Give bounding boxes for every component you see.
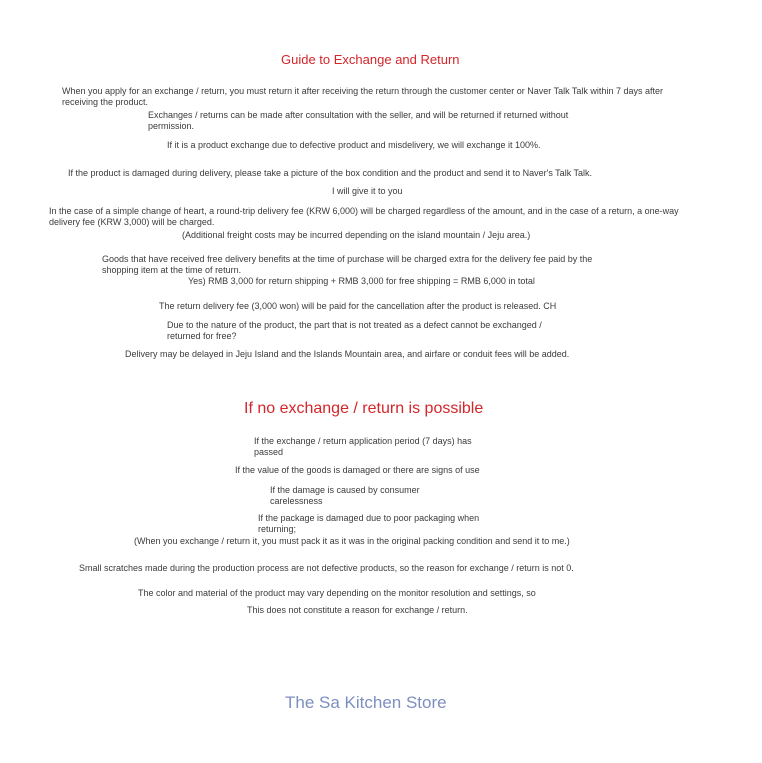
- guide-title: Guide to Exchange and Return: [281, 52, 460, 67]
- guide-line-shipping-example: Yes) RMB 3,000 for return shipping + RMB 3,000 for free shipping = RMB 6,000 in total: [188, 276, 535, 286]
- guide-line-give-it: I will give it to you: [332, 186, 403, 196]
- no-return-item-pack-original: (When you exchange / return it, you must pack it as it was in the original packing condition and send it to me.): [134, 536, 570, 546]
- no-return-item-period: If the exchange / return application period (7 days) has passed: [254, 436, 472, 457]
- no-return-title: If no exchange / return is possible: [244, 400, 484, 417]
- guide-line-damaged-delivery: If the product is damaged during delivery, please take a picture of the box condition and the product and send it to Naver's Talk Talk.: [68, 168, 593, 178]
- guide-line-product-nature: Due to the nature of the product, the part that is not treated as a defect cannot be exchanged / returned for free?: [167, 320, 542, 341]
- no-return-item-not-reason: This does not constitute a reason for exchange / return.: [247, 605, 468, 615]
- guide-line-return-window: When you apply for an exchange / return, you must return it after receiving the return through the customer center or Naver Talk Talk within 7 days after receiving the product.: [62, 86, 663, 107]
- no-return-item-poor-packaging: If the package is damaged due to poor packaging when returning;: [258, 513, 480, 534]
- guide-line-change-of-heart: In the case of a simple change of heart, a round-trip delivery fee (KRW 6,000) will be charged regardless of the amount, and in the case of a return, a one-way delivery fee (KRW 3,000) will be charged.: [49, 206, 679, 227]
- no-return-item-scratches: Small scratches made during the production process are not defective products, so the reason for exchange / return is not 0.: [79, 563, 574, 573]
- guide-line-free-delivery-benefit: Goods that have received free delivery benefits at the time of purchase will be charged extra for the delivery fee paid by the shopping item at the time of return.: [102, 254, 593, 275]
- store-name: The Sa Kitchen Store: [285, 693, 447, 712]
- no-return-item-carelessness: If the damage is caused by consumer carelessness: [270, 485, 420, 506]
- guide-line-additional-freight: (Additional freight costs may be incurred depending on the island mountain / Jeju area.): [182, 230, 531, 240]
- guide-line-return-fee: The return delivery fee (3,000 won) will be paid for the cancellation after the product is released. CH: [159, 301, 557, 311]
- guide-line-defective-exchange: If it is a product exchange due to defective product and misdelivery, we will exchange it 100%.: [167, 140, 541, 150]
- guide-line-consultation: Exchanges / returns can be made after consultation with the seller, and will be returned if returned without permission.: [148, 110, 569, 131]
- guide-line-delivery-delay: Delivery may be delayed in Jeju Island and the Islands Mountain area, and airfare or conduit fees will be added.: [125, 349, 570, 359]
- no-return-item-damaged-goods: If the value of the goods is damaged or there are signs of use: [235, 465, 480, 475]
- no-return-item-monitor-color: The color and material of the product may vary depending on the monitor resolution and settings, so: [138, 588, 536, 598]
